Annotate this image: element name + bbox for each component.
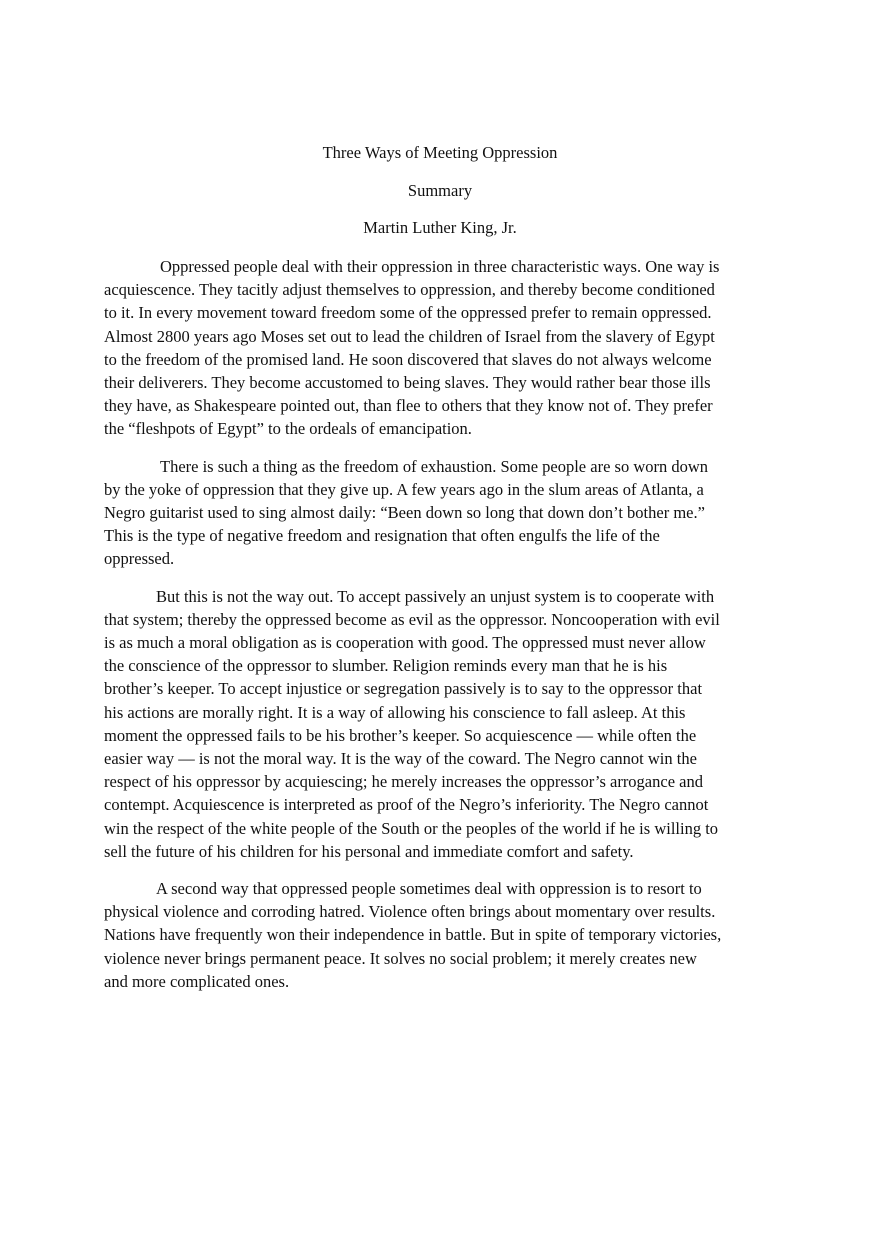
paragraph-4: A second way that oppressed people sometimes deal with oppression is to resort to physical violence and corroding hatred. Violence often brings about momentary over results. Nations have frequently won their independence in battle. But in spite of temporary victories, violence never brings permanent peace. It solves no social problem; it merely creates new and more complicated ones. [104, 879, 722, 991]
paragraph-1: Oppressed people deal with their oppression in three characteristic ways. One way is acquiescence. They tacitly adjust themselves to oppression, and thereby become conditioned to it. In every movement toward freedom some of the oppressed prefer to remain oppressed. Almost 2800 years ago Moses set out to lead the children of Israel from the slavery of Egypt to the freedom of the promised land. He soon discovered that slaves do not always welcome their deliverers. They become accustomed to being slaves. They would rather bear those ills they have, as Shakespeare pointed out, than flee to others that they know not of. They prefer the “fleshpots of Egypt” to the ordeals of emancipation. [104, 257, 720, 439]
document-author: Martin Luther King, Jr. [363, 218, 517, 237]
document-body [104, 255, 722, 1007]
document-subtitle: Summary [407, 181, 473, 200]
document-title: Three Ways of Meeting Oppression [322, 143, 558, 162]
paragraph-3: But this is not the way out. To accept passively an unjust system is to cooperate with that system; thereby the oppressed become as evil as the oppressor. Noncooperation with evil is as much a moral obligation as is cooperation with good. The oppressed must never allow the conscience of the oppressor to slumber. Religion reminds every man that he is his brother’s keeper. To accept injustice or segregation passively is to say to the oppressor that his actions are morally right. It is a way of allowing his conscience to fall asleep. At this moment the oppressed fails to be his brother’s keeper. So acquiescence — while often the easier way — is not the moral way. It is the way of the coward. The Negro cannot win the respect of his oppressor by acquiescing; he merely increases the oppressor’s arrogance and contempt. Acquiescence is interpreted as proof of the Negro’s inferiority. The Negro cannot win the respect of the white people of the South or the peoples of the world if he is willing to sell the future of his children for his personal and immediate comfort and safety. [104, 586, 720, 861]
paragraph-2: There is such a thing as the freedom of exhaustion. Some people are so worn down by the yoke of oppression that they give up. A few years ago in the slum areas of Atlanta, a Negro guitarist used to sing almost daily: “Been down so long that down don’t bother me.” This is the type of negative freedom and resignation that often engulfs the life of the oppressed. [104, 456, 709, 569]
